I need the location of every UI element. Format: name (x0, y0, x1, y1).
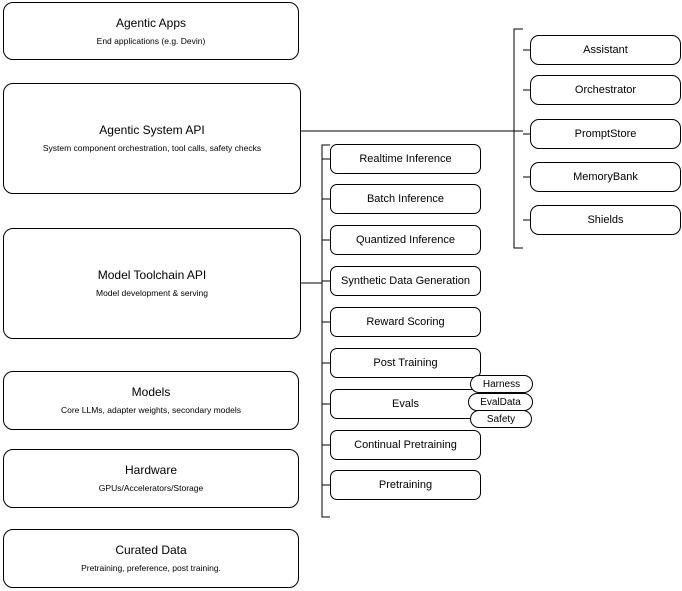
component-label: Continual Pretraining (354, 439, 457, 451)
component-label: Assistant (583, 44, 628, 56)
component-label: Pretraining (378, 479, 433, 491)
component-label: Batch Inference (366, 193, 445, 205)
component-label: Post Training (373, 357, 438, 369)
component-synthetic-data-generation[interactable] (330, 266, 481, 296)
layer-title: Hardware (124, 463, 178, 477)
component-pretraining[interactable] (330, 470, 481, 500)
component-memorybank[interactable] (530, 162, 681, 192)
component-label: Quantized Inference (355, 234, 456, 246)
pill-label: EvalData (480, 396, 521, 408)
component-shields[interactable] (530, 205, 681, 235)
component-label: Shields (587, 214, 624, 226)
pill-evaldata[interactable] (468, 393, 533, 411)
layer-model-toolchain-api[interactable] (3, 228, 301, 339)
layer-title: Curated Data (115, 543, 187, 557)
component-label: MemoryBank (573, 171, 638, 183)
component-realtime-inference[interactable] (330, 144, 481, 174)
component-continual-pretraining[interactable] (330, 430, 481, 460)
component-label: Reward Scoring (366, 316, 445, 328)
pill-safety[interactable] (470, 410, 532, 428)
component-label: Orchestrator (574, 84, 637, 96)
component-quantized-inference[interactable] (330, 225, 481, 255)
layer-subtitle: Core LLMs, adapter weights, secondary models (60, 405, 241, 415)
layer-hardware[interactable] (3, 449, 299, 508)
component-label: Realtime Inference (359, 153, 452, 165)
component-evals[interactable] (330, 389, 481, 419)
pill-harness[interactable] (470, 375, 533, 393)
layer-subtitle: GPUs/Accelerators/Storage (98, 483, 204, 493)
component-label: PromptStore (574, 128, 637, 140)
layer-title: Models (131, 385, 171, 399)
layer-title: Model Toolchain API (97, 268, 207, 282)
component-post-training[interactable] (330, 348, 481, 378)
layer-curated-data[interactable] (3, 529, 299, 588)
layer-title: Agentic Apps (115, 15, 187, 30)
component-reward-scoring[interactable] (330, 307, 481, 337)
component-promptstore[interactable] (530, 119, 681, 149)
component-assistant[interactable] (530, 35, 681, 65)
layer-models[interactable] (3, 371, 299, 430)
pill-label: Safety (486, 413, 516, 425)
component-orchestrator[interactable] (530, 75, 681, 105)
layer-title: Agentic System API (99, 123, 205, 137)
layer-subtitle: Pretraining, preference, post training. (81, 563, 221, 573)
component-label: Evals (392, 398, 419, 410)
layer-subtitle: Model development & serving (96, 288, 208, 298)
component-batch-inference[interactable] (330, 184, 481, 214)
layer-subtitle: End applications (e.g. Devin) (96, 35, 206, 46)
layer-subtitle: System component orchestration, tool calls, safety checks (42, 143, 262, 153)
component-label: Synthetic Data Generation (340, 275, 471, 287)
layer-agentic-system-api[interactable] (3, 83, 301, 194)
pill-label: Harness (482, 378, 521, 390)
layer-agentic-apps[interactable] (3, 2, 299, 60)
